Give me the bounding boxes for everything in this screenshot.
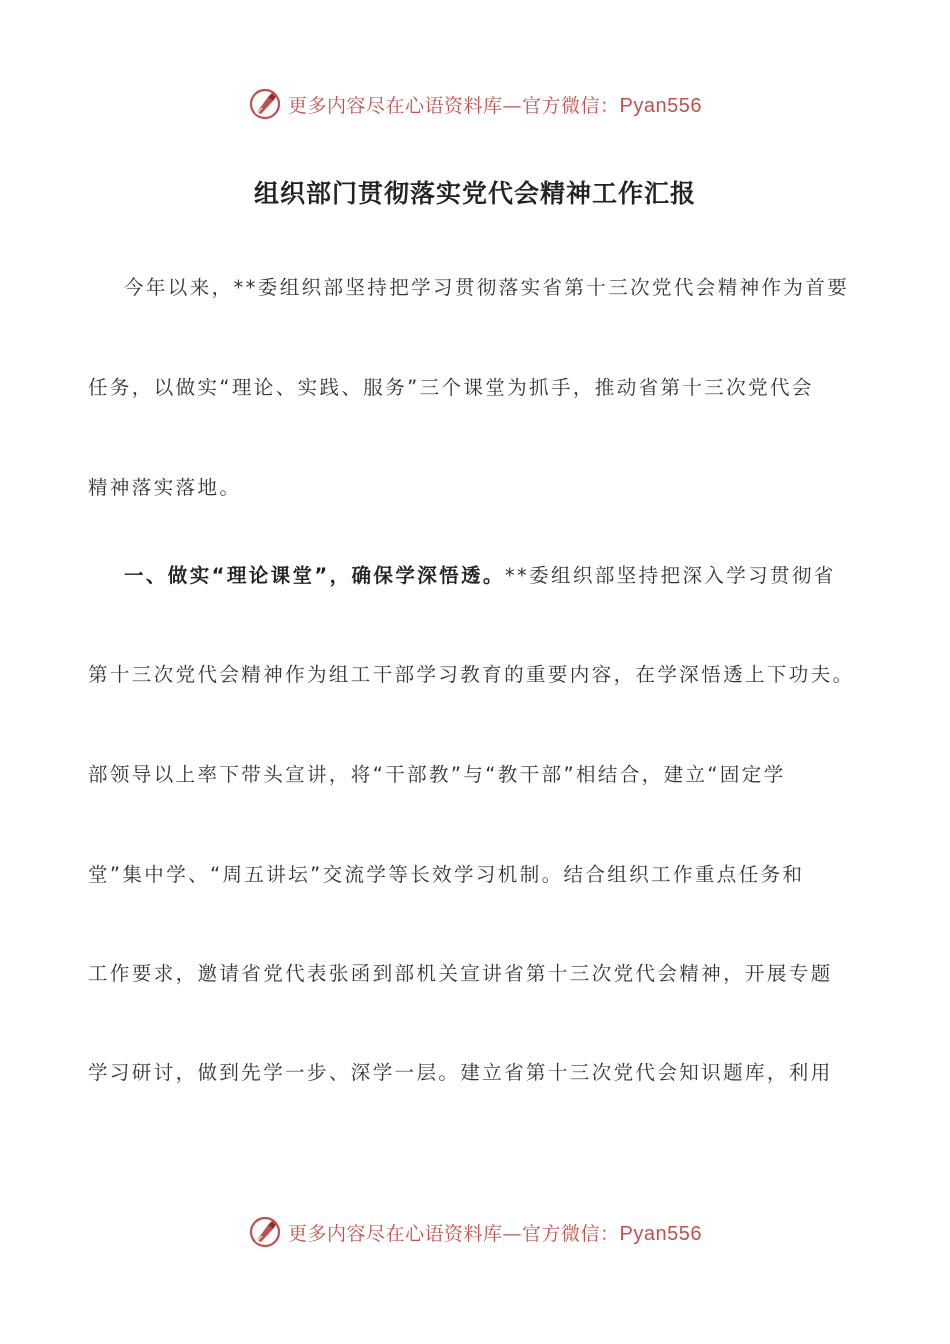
banner-text xyxy=(288,1219,702,1246)
body-line: 学习研讨，做到先学一步、深学一层。建立省第十三次党代会知识题库，利用 xyxy=(88,1061,833,1084)
body-line: 堂”集中学、“周五讲坛”交流学等长效学习机制。结合组织工作重点任务和 xyxy=(88,863,805,886)
banner-slogan: 更多内容尽在心语资料库—官方微信： xyxy=(288,1222,620,1245)
section-heading: 一、做实“理论课堂”，确保学深悟透。 xyxy=(124,564,505,587)
header-banner-content xyxy=(248,87,702,121)
banner-text xyxy=(288,91,702,118)
document-title: 组织部门贯彻落实党代会精神工作汇报 xyxy=(253,179,696,208)
header-banner xyxy=(0,84,950,124)
body-line: 工作要求，邀请省党代表张函到部机关宣讲省第十三次党代会精神，开展专题 xyxy=(88,962,833,985)
banner-slogan: 更多内容尽在心语资料库—官方微信： xyxy=(288,94,620,117)
body-line: 部领导以上率下带头宣讲，将“干部教”与“教干部”相结合，建立“固定学 xyxy=(88,763,786,786)
banner-wechat-id: Pyan556 xyxy=(619,1222,702,1245)
body-line: 精神落实落地。 xyxy=(88,476,242,499)
body-line: 今年以来，**委组织部坚持把学习贯彻落实省第十三次党代会精神作为首要 xyxy=(124,276,850,299)
footer-banner xyxy=(0,1212,950,1252)
section-first-line xyxy=(124,560,914,588)
section-text: **委组织部坚持把深入学习贯彻省 xyxy=(504,564,836,587)
body-line: 任务，以做实“理论、实践、服务”三个课堂为抓手，推动省第十三次党代会 xyxy=(88,376,814,399)
pen-nib-logo-icon xyxy=(248,1215,282,1249)
footer-banner-content xyxy=(248,1215,702,1249)
pen-nib-logo-icon xyxy=(248,87,282,121)
banner-wechat-id: Pyan556 xyxy=(619,94,702,117)
body-line: 第十三次党代会精神作为组工干部学习教育的重要内容，在学深悟透上下功夫。 xyxy=(88,663,855,686)
